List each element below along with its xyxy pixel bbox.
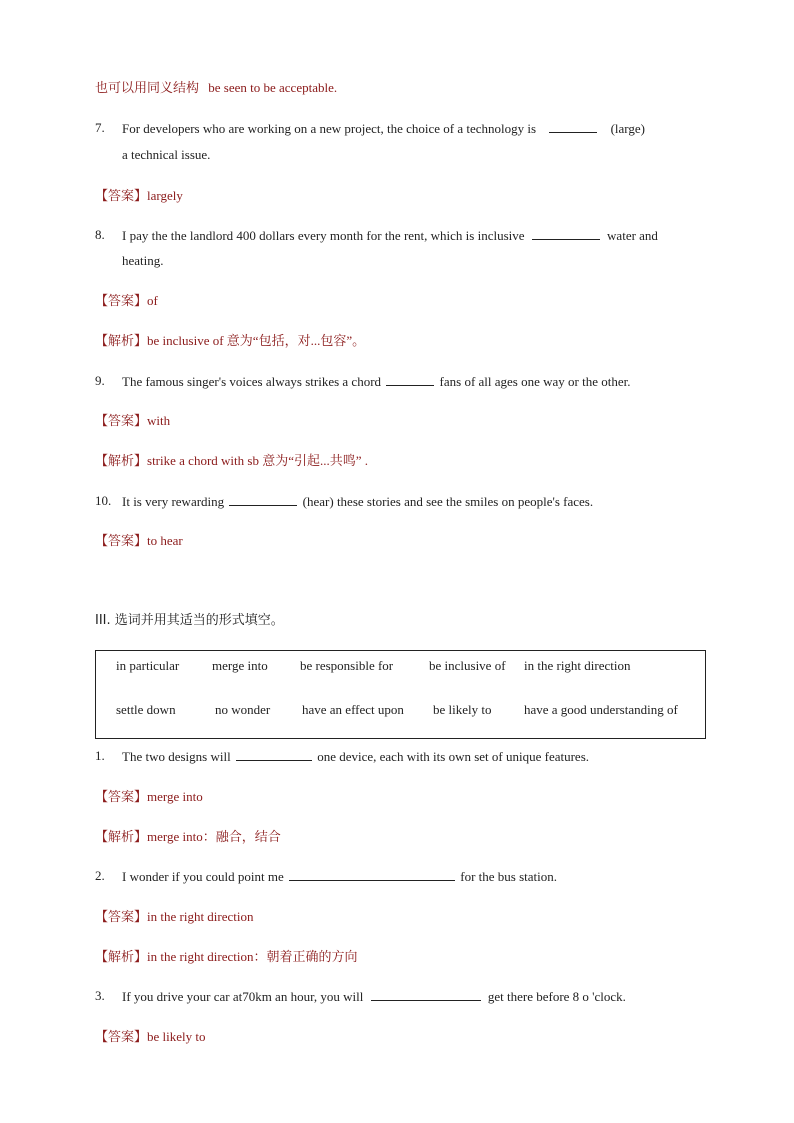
question-text <box>122 120 645 137</box>
analysis-label: 【解析】 <box>95 830 148 845</box>
word-option: no wonder <box>215 702 271 717</box>
analysis-label: 【解析】 <box>95 950 148 965</box>
question-text-before: For developers who are working on a new project, the choice of a technology is <box>122 121 537 136</box>
section3-answer-1 <box>95 788 203 807</box>
answer-text: merge into <box>147 789 203 804</box>
section-heading: III. 选词并用其适当的形式填空。 <box>95 613 284 628</box>
word-option: be responsible for <box>300 658 394 673</box>
answer-label: 【答案】 <box>95 189 148 204</box>
intro-english: be seen to be acceptable. <box>208 80 338 95</box>
answer-10 <box>95 532 183 551</box>
question-number: 10. <box>95 493 112 508</box>
section3-analysis-1 <box>95 828 281 847</box>
answer-7 <box>95 187 183 206</box>
word-bank <box>95 650 706 739</box>
answer-label: 【答案】 <box>95 910 148 925</box>
question-number: 7. <box>95 120 105 135</box>
answer-text: in the right direction <box>147 909 254 924</box>
question-number: 3. <box>95 988 105 1003</box>
question-text-before: It is very rewarding <box>122 494 225 509</box>
question-text-after: water and <box>607 228 658 243</box>
question-number: 9. <box>95 373 105 388</box>
question-text <box>122 988 626 1005</box>
answer-blank[interactable] <box>386 373 434 386</box>
question-number: 2. <box>95 868 105 883</box>
analysis-text: in the right direction：朝着正确的方向 <box>147 949 358 964</box>
question-text-line2: heating. <box>122 253 164 268</box>
question-text <box>122 373 631 390</box>
answer-blank[interactable] <box>371 988 481 1001</box>
answer-label: 【答案】 <box>95 534 148 549</box>
question-text <box>122 748 589 765</box>
answer-text: to hear <box>147 533 183 548</box>
answer-label: 【答案】 <box>95 1030 148 1045</box>
answer-8 <box>95 292 158 311</box>
analysis-text: strike a chord with sb 意为“引起...共鸣” . <box>147 453 368 468</box>
analysis-text: merge into：融合，结合 <box>147 829 281 844</box>
word-option: be likely to <box>433 702 492 717</box>
question-text <box>122 868 557 885</box>
intro-line <box>95 79 337 98</box>
intro-chinese: 也可以用同义结构 <box>95 81 200 96</box>
question-text-after: get there before 8 o 'clock. <box>487 989 626 1004</box>
word-option: have a good understanding of <box>524 702 678 717</box>
question-number: 8. <box>95 227 105 242</box>
question-text-after: one device, each with its own set of unique features. <box>317 749 590 764</box>
analysis-text: be inclusive of 意为“包括，对...包容”。 <box>147 333 366 348</box>
word-option: in the right direction <box>524 658 631 673</box>
question-text <box>122 493 593 510</box>
word-option: have an effect upon <box>302 702 404 717</box>
answer-label: 【答案】 <box>95 294 148 309</box>
question-text-before: I pay the the landlord 400 dollars every month for the rent, which is inclusive <box>122 228 525 243</box>
answer-blank[interactable] <box>229 493 297 506</box>
answer-blank[interactable] <box>289 868 455 881</box>
answer-text: be likely to <box>147 1029 206 1044</box>
word-option: in particular <box>116 658 180 673</box>
section3-answer-2 <box>95 908 254 927</box>
question-text-after: (hear) these stories and see the smiles on people's faces. <box>302 494 594 509</box>
analysis-8 <box>95 332 365 351</box>
section3-analysis-2 <box>95 948 358 967</box>
answer-blank[interactable] <box>549 120 597 133</box>
answer-label: 【答案】 <box>95 414 148 429</box>
answer-label: 【答案】 <box>95 790 148 805</box>
question-text-after: for the bus station. <box>460 869 558 884</box>
question-text-after: fans of all ages one way or the other. <box>439 374 631 389</box>
answer-text: of <box>147 293 158 308</box>
analysis-9 <box>95 452 368 471</box>
analysis-label: 【解析】 <box>95 454 148 469</box>
answer-9 <box>95 412 170 431</box>
question-text-before: I wonder if you could point me <box>122 869 284 884</box>
question-text-before: If you drive your car at70km an hour, you will <box>122 989 364 1004</box>
question-text <box>122 227 658 244</box>
answer-blank[interactable] <box>532 227 600 240</box>
question-text-line2: a technical issue. <box>122 147 211 162</box>
answer-text: largely <box>147 188 183 203</box>
analysis-label: 【解析】 <box>95 334 148 349</box>
word-option: merge into <box>212 658 268 673</box>
word-option: be inclusive of <box>429 658 506 673</box>
word-option: settle down <box>116 702 176 717</box>
answer-blank[interactable] <box>236 748 312 761</box>
question-hint: (large) <box>610 121 645 136</box>
question-text-before: The two designs will <box>122 749 231 764</box>
question-number: 1. <box>95 748 105 763</box>
answer-text: with <box>147 413 171 428</box>
section3-answer-3 <box>95 1028 206 1047</box>
question-text-before: The famous singer's voices always strikes a chord <box>122 374 382 389</box>
